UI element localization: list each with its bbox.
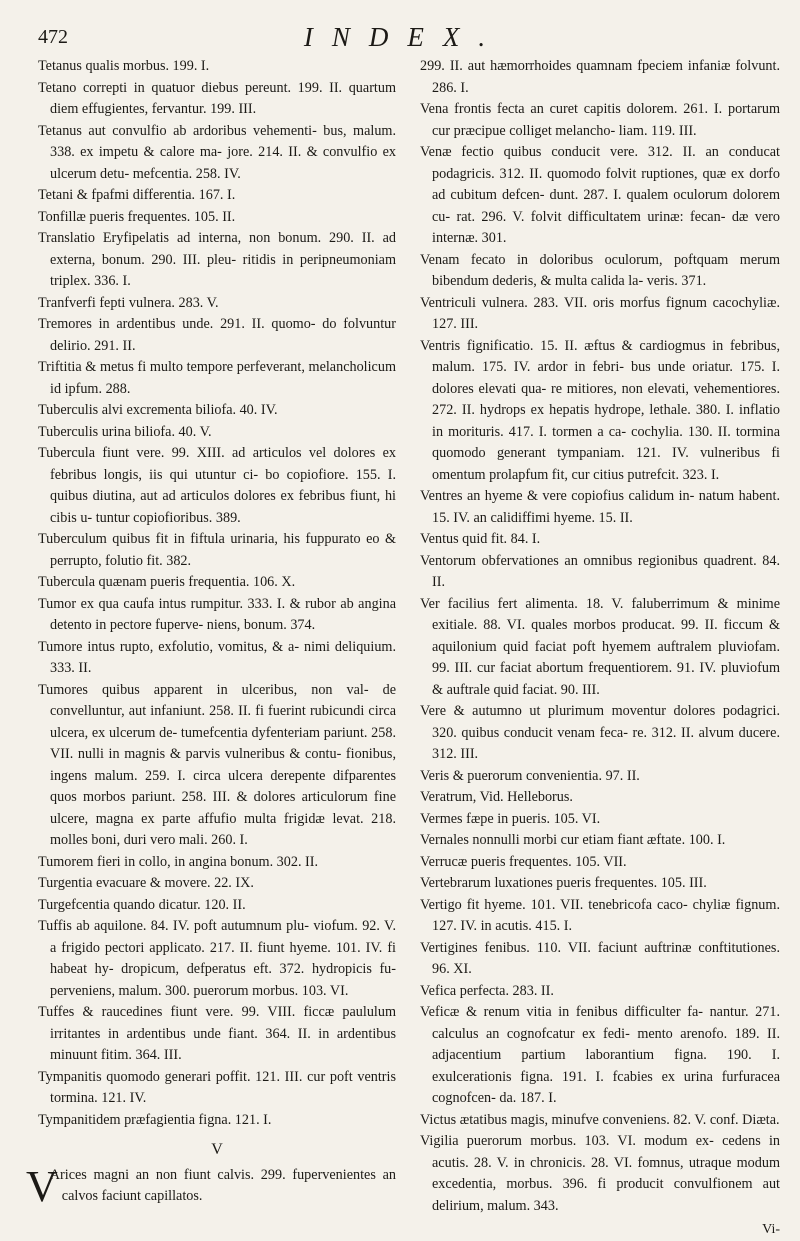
index-entry: Triftitia & metus fi multo tempore perfeverant, melancholicum id ipfum. 288.: [38, 359, 396, 397]
right-entry-list: [420, 56, 780, 1217]
index-entry: Vertigo fit hyeme. 101. VII. tenebricofa caco- chyliæ fignum. 127. IV. in acutis. 415. I.: [420, 896, 780, 934]
index-entry: Tuffes & raucedines fiunt vere. 99. VIII. ficcæ paululum irritantes in ardentibus unde fiant. 364. II. in ardentibus minuunt fitim. 364. III.: [38, 1004, 396, 1063]
index-entry: Tuffis ab aquilone. 84. IV. poft autumnum plu- viofum. 92. V. a frigido pectori applicato. 217. II. fiunt hyeme. 101. IV. fi habeat hy- dropicum, defperatus eft. 372. hydropicis fu- perveniens, malum. 300. puerorum morbus. 103. VI.: [38, 918, 396, 999]
index-entry: Veficæ & renum vitia in fenibus difficulter fa- nantur. 271. calculus an cognofcatur ex fedi- mento arenofo. 189. II. adjacentium partium laborantium figna. 190. I. exulcerationis figna. 191. I. fcabies ex urina furfuracea cognofcen- da. 187. I.: [420, 1004, 780, 1106]
index-entry: Tuberculum quibus fit in fiftula urinaria, his fuppurato eo & perrupto, folutio fit. 382.: [38, 531, 396, 569]
drop-cap: V: [26, 1161, 58, 1211]
index-entry: Tympanitidem præfagientia figna. 121. I.: [38, 1111, 272, 1128]
index-entry: Turgefcentia quando dicatur. 120. II.: [38, 896, 246, 913]
index-entry: Venam fecato in doloribus oculorum, poftquam merum bibendum dederis, & multa calida la- veris. 371.: [420, 251, 780, 289]
index-entry: Tumore intus rupto, exfolutio, vomitus, & a- nimi deliquium. 333. II.: [38, 638, 396, 676]
index-entry: Vertigines fenibus. 110. VII. faciunt auftrinæ conftitutiones. 96. XI.: [420, 939, 780, 977]
index-entry: Tumores quibus apparent in ulceribus, non val- de convelluntur, aut infaniunt. 258. II. fi fuerint rubicundi circa ulcera, ex ulcerum de- tumefcentia dyfenteriam pariunt. 258. VII. nulli in magnis & parvis vulneribus & contu- fionibus, ingens malum. 259. I. circa ulcera derepente difparentes quos morbos pariunt. 258. III. & dolores articulorum fine ulcere, magna ex parte affufio multa frigidæ levat. 218. molles boni, duri vero mali. 260. I.: [38, 681, 396, 848]
catchword: Vi-: [762, 1222, 780, 1237]
entry-text: Arices magni an non fiunt calvis. 299. fupervenientes an calvos faciunt capillatos.: [49, 1166, 396, 1204]
index-entry: Ventus quid fit. 84. I.: [420, 531, 541, 547]
index-entry: Tubercula quænam pueris frequentia. 106. X.: [38, 574, 296, 590]
index-entry: Translatio Eryfipelatis ad interna, non bonum. 290. II. ad externa, bonum. 290. III. pleu- ritidis in peripneumoniam triplex. 336. I.: [38, 230, 396, 289]
index-entry: Ver facilius fert alimenta. 18. V. faluberrimum & minime exitiale. 88. VI. quales morbos producat. 99. II. ficcum & aquilonium quid faciat poft hyemem auftralem pluviofam. 99. III. cur faciat abortum frequentiorem. 91. IV. pluviofum & auftrale quid faciat. 90. III.: [420, 595, 780, 698]
index-entry: Ventres an hyeme & vere copiofius calidum in- natum habent. 15. IV. an calidiffimi hyeme. 15. II.: [420, 488, 780, 526]
index-entry: Vertebrarum luxationes pueris frequentes. 105. III.: [420, 875, 707, 891]
page-title: INDEX.: [303, 22, 505, 52]
index-entry: Tetano correpti in quatuor diebus pereunt. 199. II. quartum diem effugientes, fervantur. 199. III.: [38, 79, 396, 117]
index-entry: Vefica perfecta. 283. II.: [420, 982, 554, 999]
index-entry: Ventris fignificatio. 15. II. æftus & cardiogmus in febribus, malum. 175. IV. ardor in febri- bus unde oriatur. 175. I. dolores elevati qua- re mitiores, non elevati, vehementiores. 272. II. hydrops ex hepatis hydrope, lethale. 380. I. inflatio in morituris. 417. I. tormen a ca- cochylia. 130. II. tormina quomodo generant tympaniam. 121. IV. vulneribus fi omentum prolapfum fit, cur citius putrefcit. 323. I.: [420, 337, 780, 483]
index-entry: Vena frontis fecta an curet capitis dolorem. 261. I. portarum cur præcipue colliget melancho- liam. 119. III.: [420, 101, 780, 139]
index-entry: Vermes fæpe in pueris. 105. VI.: [420, 810, 601, 827]
index-entry: Victus ætatibus magis, minufve conveniens. 82. V. conf. Diæta.: [420, 1111, 780, 1128]
index-entry: Tuberculis urina biliofa. 40. V.: [38, 423, 212, 440]
index-entry: Veratrum, Vid. Helleborus.: [420, 789, 573, 805]
left-entry-list: [38, 56, 396, 1131]
index-entry: Verrucæ pueris frequentes. 105. VII.: [420, 853, 627, 870]
index-entry: Tremores in ardentibus unde. 291. II. quomo- do folvuntur delirio. 291. II.: [38, 316, 396, 354]
index-entry: Tonfillæ pueris frequentes. 105. II.: [38, 208, 236, 225]
index-entry: Tetanus aut convulfio ab ardoribus vehementi- bus, malum. 338. ex impetu & calore ma- jore. 214. II. & convulfio ex ulcerum detu- mefcentia. 258. IV.: [38, 122, 396, 182]
page-header: [38, 18, 770, 52]
index-entry: Ventriculi vulnera. 283. VII. oris morfus fignum cacochyliæ. 127. III.: [420, 294, 780, 332]
index-entry: Vere & autumno ut plurimum moventur dolores podagrici. 320. quibus conducit venam feca- re. 312. II. alvum ducere. 312. III.: [420, 703, 780, 762]
index-entry: Tympanitis quomodo generari poffit. 121. III. cur poft ventris tormina. 121. IV.: [38, 1068, 396, 1106]
index-entry: Tranfverfi fepti vulnera. 283. V.: [38, 294, 219, 311]
index-entry: Veris & puerorum convenientia. 97. II.: [420, 767, 640, 784]
index-entry: Turgentia evacuare & movere. 22. IX.: [38, 875, 254, 891]
index-entry: 299. II. aut hæmorrhoides quamnam fpeciem infaniæ folvunt. 286. I.: [420, 58, 780, 96]
right-column: [420, 56, 780, 1241]
index-entry-v: [26, 1161, 396, 1211]
page-number: 472: [38, 26, 68, 48]
index-entry: Tetanus qualis morbus. 199. I.: [38, 58, 210, 74]
left-column: [26, 56, 396, 1211]
index-entry: Tetani & fpafmi differentia. 167. I.: [38, 187, 236, 203]
index-entry: Tumor ex qua caufa intus rumpitur. 333. I. & rubor ab angina detento in pectore fuperve- niens, bonum. 374.: [38, 595, 396, 633]
index-entry: Tumorem fieri in collo, in angina bonum. 302. II.: [38, 853, 319, 870]
index-entry: Vigilia puerorum morbus. 103. VI. modum ex- cedens in acutis. 28. V. in chronicis. 28. VI. fomnus, utraque modum excedentia, morbus. 396. fi producit convulfionem aut delirium, malum. 343.: [420, 1133, 780, 1214]
section-letter: V: [211, 1141, 223, 1158]
index-entry: Venæ fectio quibus conducit vere. 312. II. an conducat podagricis. 312. II. quomodo folvit ruptiones, quæ ex dorfo ad cubitum defcen- dunt. 287. I. qualem oculorum dolorem cu- rat. 296. V. folvit difficultatem urinæ: fecan- dæ vero internæ. 301.: [420, 144, 780, 246]
index-entry: Ventorum obfervationes an omnibus regionibus quadrent. 84. II.: [420, 552, 780, 590]
index-entry: Tuberculis alvi excrementa biliofa. 40. IV.: [38, 402, 278, 418]
index-entry: Vernales nonnulli morbi cur etiam fiant æftate. 100. I.: [420, 832, 726, 848]
index-entry: Tubercula fiunt vere. 99. XIII. ad articulos vel dolores ex febribus longis, iis qui utuntur ci- bo copiofiore. 155. I. quibus diutina, aut ad articulos dolores ex febribus fiunt, hi cibis u- tuntur copiofioribus. 389.: [38, 445, 396, 526]
